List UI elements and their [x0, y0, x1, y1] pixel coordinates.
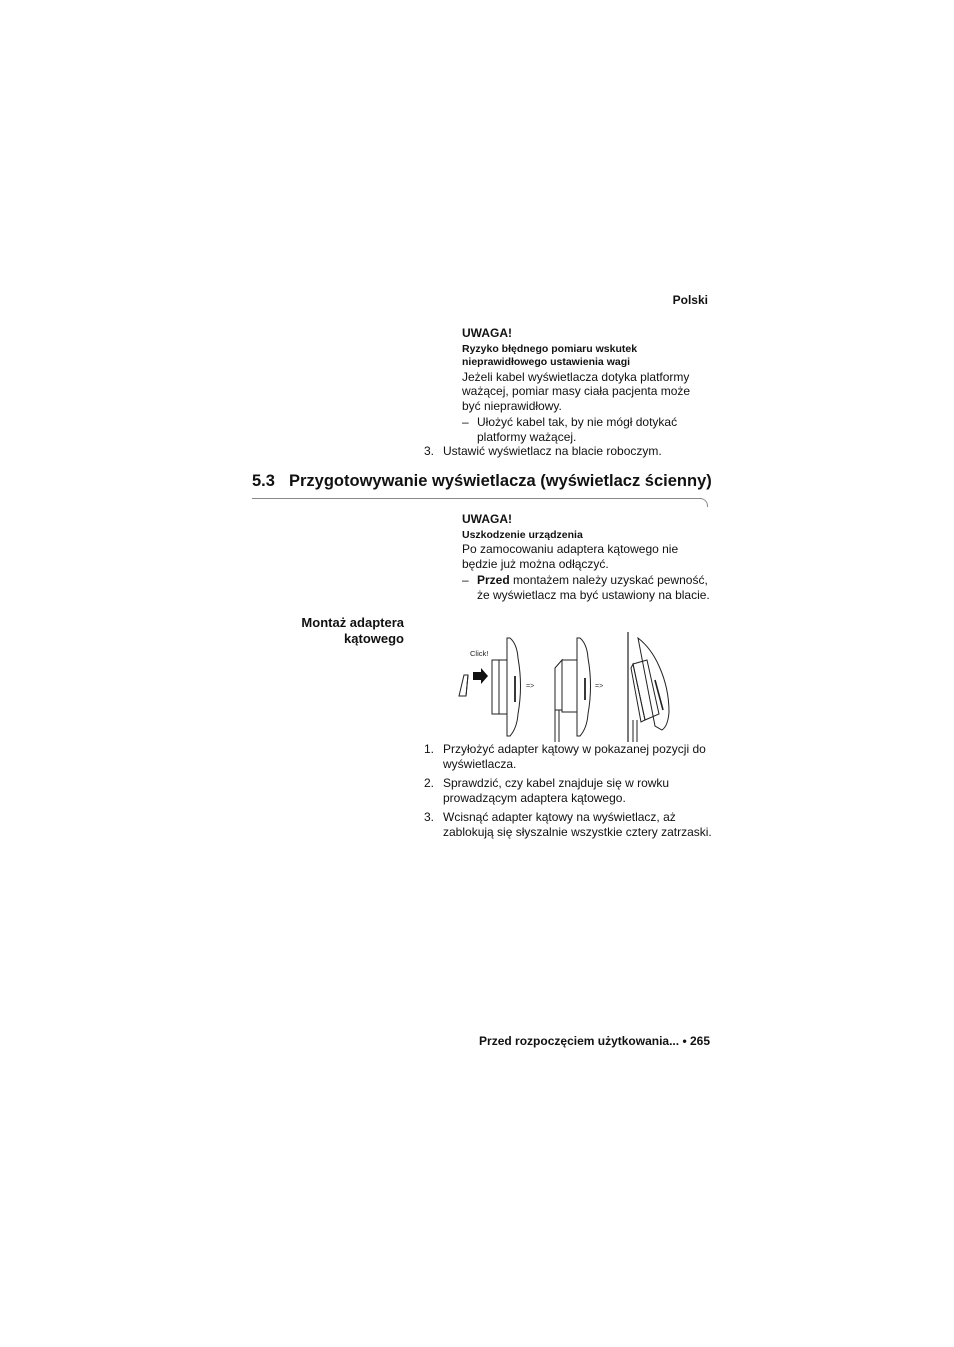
- section-title: Przygotowywanie wyświetlacza (wyświetlacz ścienny): [289, 472, 712, 490]
- warning-label: UWAGA!: [462, 512, 512, 526]
- section-rule-corner: [699, 498, 708, 507]
- dash-bullet: –: [462, 415, 469, 429]
- step-number: 2.: [424, 776, 435, 790]
- step-text: Wcisnąć adapter kątowy na wyświetlacz, aż zablokują się słyszalnie wszystkie cztery zatrzaski.: [443, 810, 712, 839]
- list-item: [424, 776, 714, 805]
- warning-text: Jeżeli kabel wyświetlacza dotyka platformy ważącej, pomiar masy ciała pacjenta może być nieprawidłowy.: [462, 369, 691, 413]
- warning-label: UWAGA!: [462, 326, 512, 340]
- steps-list: [424, 742, 714, 844]
- display-shape-2: [577, 638, 591, 736]
- page-footer: Przed rozpoczęciem użytkowania... • 265: [479, 1034, 710, 1048]
- warning-action-bold: Przed: [477, 573, 510, 587]
- display-shape-1: [507, 638, 521, 736]
- side-heading-line1: Montaż adaptera: [301, 615, 404, 630]
- page-language: Polski: [672, 293, 708, 307]
- warning-title: Ryzyko błędnego pomiaru wskutek nieprawidłowego ustawienia wagi: [462, 342, 638, 368]
- adapter-illustration: [455, 630, 685, 747]
- warning-box-damage: [462, 512, 712, 602]
- dash-bullet: –: [462, 573, 469, 587]
- step-number: 3.: [424, 810, 435, 824]
- step-text: Przyłożyć adapter kątowy w pokazanej pozycji do wyświetlacza.: [443, 742, 706, 771]
- click-label: Click!: [470, 649, 489, 658]
- warning-box-measurement: [462, 326, 712, 444]
- side-heading: [250, 615, 404, 647]
- side-heading-line2: kątowego: [344, 631, 404, 646]
- section-heading: [252, 472, 712, 491]
- display-body-2: [562, 660, 577, 712]
- warning-title: Uszkodzenie urządzenia: [462, 528, 583, 541]
- step-arrow-1: =>: [526, 683, 535, 690]
- warning-text: Po zamocowaniu adaptera kątowego nie będzie już można odłączyć.: [462, 542, 679, 571]
- section-rule: [252, 498, 701, 499]
- warning-action: [462, 415, 712, 444]
- section-number: 5.3: [252, 472, 275, 490]
- step-text: Ustawić wyświetlacz na blacie roboczym.: [443, 444, 662, 458]
- step-number: 1.: [424, 742, 435, 756]
- push-arrow-icon: [473, 668, 488, 684]
- adapter-diagram: [455, 630, 685, 742]
- warning-action-text: montażem należy uzyskać pewność, że wyświetlacz ma być ustawiony na blacie.: [477, 573, 710, 602]
- step-arrow-2: =>: [595, 683, 604, 690]
- list-item: [424, 810, 714, 839]
- step-item: [424, 444, 714, 459]
- step-text: Sprawdzić, czy kabel znajduje się w rowku prowadzącym adaptera kątowego.: [443, 776, 670, 805]
- warning-action: [462, 573, 712, 602]
- list-item: [424, 742, 714, 771]
- step-number: 3.: [424, 444, 435, 458]
- warning-action-text: Ułożyć kabel tak, by nie mógł dotykać platformy ważącej.: [477, 415, 678, 444]
